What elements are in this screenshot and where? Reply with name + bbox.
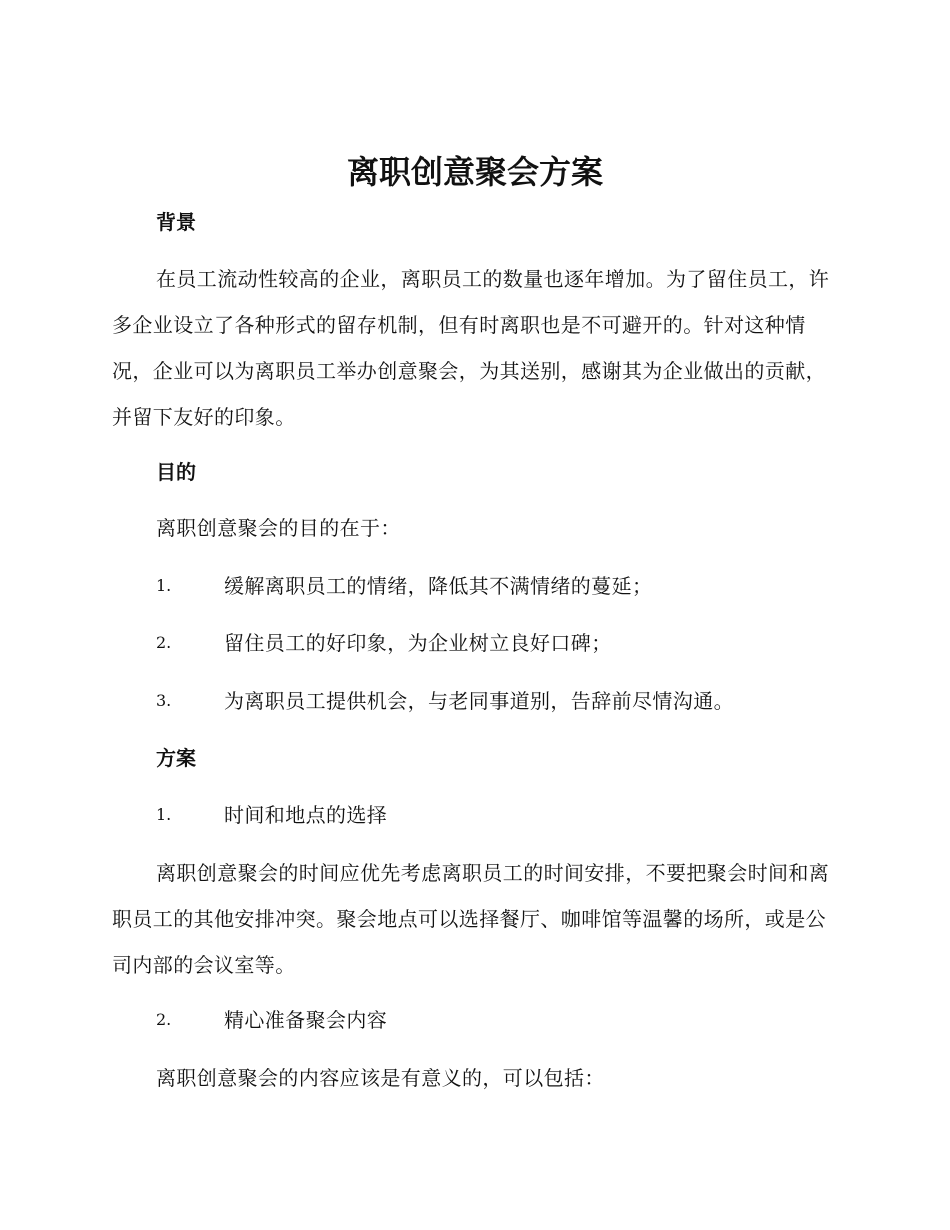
purpose-item-1-number: 1. [156,576,172,595]
background-paragraph: 在员工流动性较高的企业，离职员工的数量也逐年增加。为了留住员工，许多企业设立了各种形式的留存机制，但有时离职也是不可避开的。针对这种情况，企业可以为离职员工举办创意聚会，为其送别，感谢其为企业做出的贡献，并留下友好的印象。 [112,267,830,429]
section-heading-background: 背景 [156,210,196,234]
plan-item-2-number: 2. [156,1010,172,1029]
plan-item-1-number: 1. [156,805,172,824]
purpose-item-2-text: 留住员工的好印象，为企业树立良好口碑； [224,631,612,655]
plan-item-1-text: 时间和地点的选择 [224,803,388,827]
plan-item-2-paragraph: 离职创意聚会的内容应该是有意义的，可以包括： [156,1066,605,1090]
purpose-item-3-text: 为离职员工提供机会，与老同事道别，告辞前尽情沟通。 [224,689,734,713]
purpose-item-1-text: 缓解离职员工的情绪，降低其不满情绪的蔓延； [224,574,653,598]
section-heading-plan: 方案 [156,746,196,770]
purpose-intro: 离职创意聚会的目的在于： [156,516,401,540]
purpose-item-2-number: 2. [156,633,172,652]
plan-item-2-text: 精心准备聚会内容 [224,1008,388,1032]
purpose-item-3-number: 3. [156,691,172,710]
section-heading-purpose: 目的 [156,460,196,484]
document-title: 离职创意聚会方案 [346,153,603,191]
plan-item-1-paragraph: 离职创意聚会的时间应优先考虑离职员工的时间安排，不要把聚会时间和离职员工的其他安排冲突。聚会地点可以选择餐厅、咖啡馆等温馨的场所，或是公司内部的会议室等。 [112,861,830,977]
